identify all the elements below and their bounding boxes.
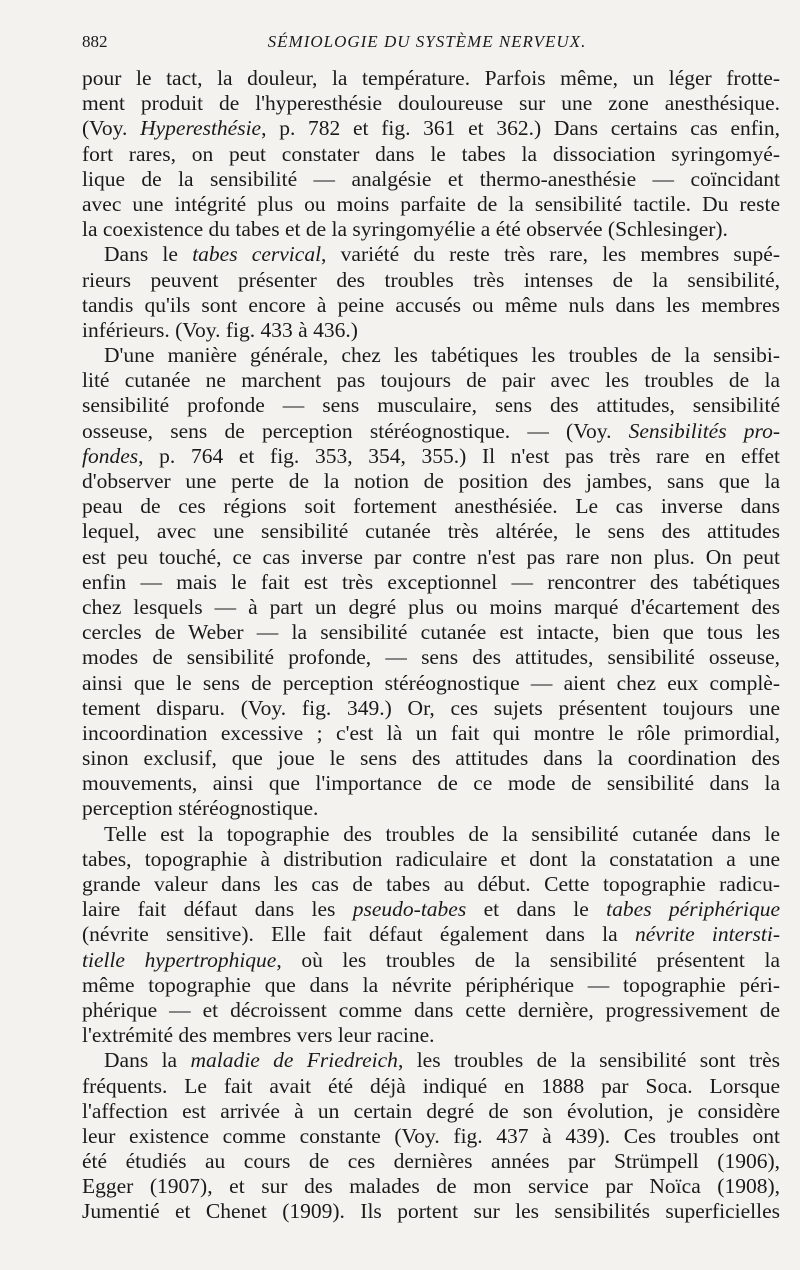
text-line — [82, 973, 780, 998]
text-segment: leur existence comme constante (Voy. fig. 437 à 439). Ces troubles ont — [82, 1123, 780, 1148]
text-segment: enfin — mais le fait est très exceptionnel — rencontrer des tabétiques — [82, 569, 780, 594]
text-line — [82, 368, 780, 393]
text-line — [82, 872, 780, 897]
text-line — [82, 796, 780, 821]
text-line — [82, 217, 780, 242]
text-segment: lité cutanée ne marchent pas toujours de pair avec les troubles de la — [82, 368, 780, 393]
text-segment: mouvements, ainsi que l'importance de ce mode de sensibilité dans la — [82, 771, 780, 796]
text-line — [82, 66, 780, 91]
text-segment: peau de ces régions soit fortement anesthésiée. Le cas inverse dans — [82, 494, 780, 519]
text-line — [82, 1149, 780, 1174]
running-title: SÉMIOLOGIE DU SYSTÈME NERVEUX. — [267, 32, 587, 51]
text-segment: tandis qu'ils sont encore à peine accusés ou même nuls dans les membres — [82, 292, 780, 317]
text-line — [82, 142, 780, 167]
text-line — [82, 116, 780, 141]
text-segment: grande valeur dans les cas de tabes au début. Cette topographie radicu- — [82, 872, 780, 896]
text-line — [82, 620, 780, 645]
text-line — [82, 293, 780, 318]
text-line — [82, 1099, 780, 1124]
text-segment: pour le tact, la douleur, la température. Parfois même, un léger frotte- — [82, 66, 780, 90]
text-line — [82, 671, 780, 696]
text-segment: (Voy. — [82, 116, 141, 141]
text-segment: , les troubles de la sensibilité sont très — [397, 1048, 781, 1073]
text-segment: chez lesquels — à part un degré plus ou moins marqué d'écartement des — [82, 594, 780, 619]
text-line — [82, 771, 780, 796]
text-segment: fort rares, on peut constater dans le tabes la dissociation syringomyé- — [82, 141, 780, 166]
text-segment: modes de sensibilité profonde, — sens des attitudes, sensibilité osseuse, — [82, 645, 780, 670]
text-line — [82, 242, 780, 267]
italic-text: tielle hypertrophique — [82, 947, 277, 972]
text-line — [82, 192, 780, 217]
text-segment: Egger (1907), et sur des malades de mon service par Noïca (1908), — [82, 1174, 780, 1199]
text-line — [82, 998, 780, 1023]
text-line — [82, 822, 780, 847]
page-number: 882 — [82, 32, 108, 51]
text-line — [82, 318, 780, 343]
text-segment: l'extrémité des membres vers leur racine. — [82, 1023, 435, 1048]
text-segment: laire fait défaut dans les — [82, 897, 353, 922]
text-segment: , où les troubles de la sensibilité présentent la — [276, 947, 780, 972]
text-segment: et dans le — [466, 897, 607, 922]
text-line — [82, 1124, 780, 1149]
text-line — [82, 494, 780, 519]
text-line — [82, 268, 780, 293]
italic-text: névrite intersti- — [634, 922, 780, 947]
text-segment: sensibilité profonde — sens musculaire, sens des attitudes, sensibilité — [82, 393, 780, 418]
text-segment: ainsi que le sens de perception stéréognostique — aient chez eux complè- — [82, 670, 780, 695]
italic-text: tabes cervical — [192, 242, 322, 267]
text-segment: est peu touché, ce cas inverse par contre n'est pas rare non plus. On peut — [82, 544, 780, 569]
text-segment: Telle est la topographie des troubles de la sensibilité cutanée dans le — [104, 821, 780, 846]
text-segment: même topographie que dans la névrite périphérique — topographie péri- — [82, 972, 780, 997]
text-segment: incoordination excessive ; c'est là un fait qui montre le rôle primordial, — [82, 720, 780, 745]
text-segment: avec une intégrité plus ou moins parfaite de la sensibilité tactile. Du reste — [82, 191, 780, 216]
text-segment: tement disparu. (Voy. fig. 349.) Or, ces sujets présentent toujours une — [82, 695, 780, 720]
text-line — [82, 167, 780, 192]
italic-text: fondes — [82, 443, 139, 468]
text-segment: lequel, avec une sensibilité cutanée très altérée, le sens des attitudes — [82, 519, 780, 544]
text-segment: (névrite sensitive). Elle fait défaut également dans la — [82, 922, 635, 947]
text-segment: perception stéréognostique. — [82, 796, 319, 821]
text-segment: rieurs peuvent présenter des troubles très intenses de la sensibilité, — [82, 267, 780, 292]
text-line — [82, 570, 780, 595]
italic-text: Sensibilités pro- — [628, 418, 780, 443]
text-line — [82, 1174, 780, 1199]
page-header — [82, 32, 772, 56]
text-line — [82, 847, 780, 872]
text-segment: inférieurs. (Voy. fig. 433 à 436.) — [82, 317, 358, 342]
text-segment: sinon exclusif, que joue le sens des attitudes dans la coordination des — [82, 746, 780, 771]
text-line — [82, 545, 780, 570]
text-segment: , p. 782 et fig. 361 et 362.) Dans certains cas enfin, — [261, 116, 780, 141]
text-line — [82, 922, 780, 947]
body-text — [82, 66, 780, 1225]
text-segment: phérique — et décroissent comme dans cette dernière, progressivement de — [82, 997, 780, 1022]
text-line — [82, 897, 780, 922]
text-segment: cercles de Weber — la sensibilité cutanée est intacte, bien que tous les — [82, 620, 780, 645]
text-segment: tabes, topographie à distribution radiculaire et dont la constatation a une — [82, 846, 780, 871]
text-line — [82, 746, 780, 771]
text-line — [82, 444, 780, 469]
text-line — [82, 1074, 780, 1099]
text-line — [82, 595, 780, 620]
text-line — [82, 721, 780, 746]
text-line — [82, 1199, 780, 1224]
italic-text: Hyperesthésie — [140, 116, 262, 141]
text-segment: , p. 764 et fig. 353, 354, 355.) Il n'est pas très rare en effet — [138, 443, 780, 468]
text-segment: d'observer une perte de la notion de position des jambes, sans que la — [82, 469, 780, 493]
text-line — [82, 519, 780, 544]
text-segment: fréquents. Le fait avait été déjà indiqué en 1888 par Soca. Lorsque — [82, 1073, 780, 1098]
text-line — [82, 343, 780, 368]
text-segment: osseuse, sens de perception stéréognostique. — (Voy. — [82, 418, 629, 443]
italic-text: pseudo-tabes — [352, 897, 467, 922]
text-line — [82, 948, 780, 973]
text-segment: la coexistence du tabes et de la syringomyélie a été observée (Schlesinger). — [82, 217, 728, 242]
text-line — [82, 419, 780, 444]
text-line — [82, 469, 780, 494]
text-line — [82, 696, 780, 721]
text-segment: Dans le — [104, 242, 193, 267]
text-line — [82, 91, 780, 116]
text-segment: , variété du reste très rare, les membres supé- — [321, 242, 780, 267]
italic-text: tabes périphérique — [606, 897, 780, 922]
text-segment: D'une manière générale, chez les tabétiques les troubles de la sensibi- — [104, 343, 780, 368]
text-line — [82, 1048, 780, 1073]
text-segment: été étudiés au cours de ces dernières années par Strümpell (1906), — [82, 1149, 780, 1174]
text-segment: lique de la sensibilité — analgésie et thermo-anesthésie — coïncidant — [82, 166, 780, 191]
italic-text: maladie de Friedreich — [190, 1048, 398, 1073]
text-segment: ment produit de l'hyperesthésie douloureuse sur une zone anesthésique. — [82, 91, 780, 116]
text-segment: l'affection est arrivée à un certain degré de son évolution, je considère — [82, 1098, 780, 1123]
text-line — [82, 393, 780, 418]
text-line — [82, 645, 780, 670]
text-line — [82, 1023, 780, 1048]
text-segment: Jumentié et Chenet (1909). Ils portent sur les sensibilités superficielles — [82, 1199, 780, 1224]
text-segment: Dans la — [104, 1048, 191, 1073]
